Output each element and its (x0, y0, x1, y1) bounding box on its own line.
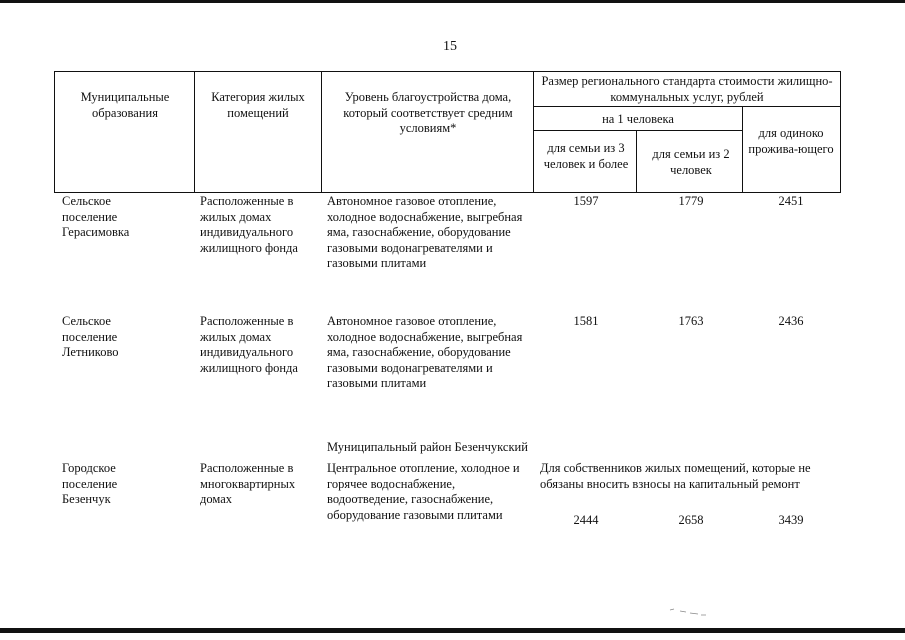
table-header-bottom-line (54, 192, 841, 193)
table-right-line (840, 71, 841, 193)
row2-single: 2436 (778, 314, 804, 328)
col-divider-5 (742, 106, 743, 193)
row3-category: Расположенные в многоквартирных домах (200, 461, 296, 506)
row2-municipality: Сельское поселение Летниково (62, 314, 119, 359)
table-top-line (54, 71, 841, 72)
page-number: 15 (443, 39, 457, 54)
row2-category: Расположенные в жилых домах индивидуального жилищного фонда (200, 314, 298, 375)
col-divider-4 (636, 131, 637, 193)
header-level: Уровень благоустройства дома, который соответствует средним условиям* (343, 90, 513, 135)
row1-category: Расположенные в жилых домах индивидуального жилищного фонда (200, 194, 298, 255)
row3-single: 3439 (778, 513, 804, 527)
row2-level: Автономное газовое отопление, холодное водоснабжение, выгребная яма, газоснабжение, оборудование газовыми водонагревателями и газовыми плитами (327, 314, 523, 390)
row2-family-2: 1763 (678, 314, 704, 328)
scan-speck (668, 608, 708, 616)
col-divider-3 (533, 71, 534, 193)
header-single: для одиноко прожива-ющего (748, 126, 834, 156)
table-left-line (54, 71, 55, 193)
row1-family-2: 1779 (678, 194, 704, 208)
header-category: Категория жилых помещений (211, 90, 305, 120)
size-title-underline (533, 106, 841, 107)
row3-family-3: 2444 (573, 513, 599, 527)
row3-municipality: Городское поселение Безенчук (62, 461, 118, 506)
header-municipality: Муниципальные образования (80, 90, 170, 120)
row1-single: 2451 (778, 194, 804, 208)
row3-level: Центральное отопление, холодное и горячее водоснабжение, водоотведение, газоснабжение, оборудование газовыми плитами (327, 461, 520, 522)
top-border (0, 0, 905, 3)
row3-note: Для собственников жилых помещений, которые не обязаны вносить взносы на капитальный ремонт (540, 461, 811, 491)
row1-family-3: 1597 (573, 194, 599, 208)
header-family-3: для семьи из 3 человек и более (543, 141, 629, 171)
header-per-person: на 1 человека (602, 112, 674, 126)
per-person-underline (533, 130, 742, 131)
row3-family-2: 2658 (678, 513, 704, 527)
row2-family-3: 1581 (573, 314, 599, 328)
col-divider-2 (321, 71, 322, 193)
section-title: Муниципальный район Безенчукский (327, 440, 528, 454)
header-family-2: для семьи из 2 человек (652, 147, 730, 177)
header-size-title: Размер регионального стандарта стоимости жилищно-коммунальных услуг, рублей (541, 74, 833, 104)
col-divider-1 (194, 71, 195, 193)
bottom-border (0, 628, 905, 633)
row1-municipality: Сельское поселение Герасимовка (62, 194, 130, 239)
row1-level: Автономное газовое отопление, холодное водоснабжение, выгребная яма, газоснабжение, оборудование газовыми водонагревателями и газовыми плитами (327, 194, 523, 270)
